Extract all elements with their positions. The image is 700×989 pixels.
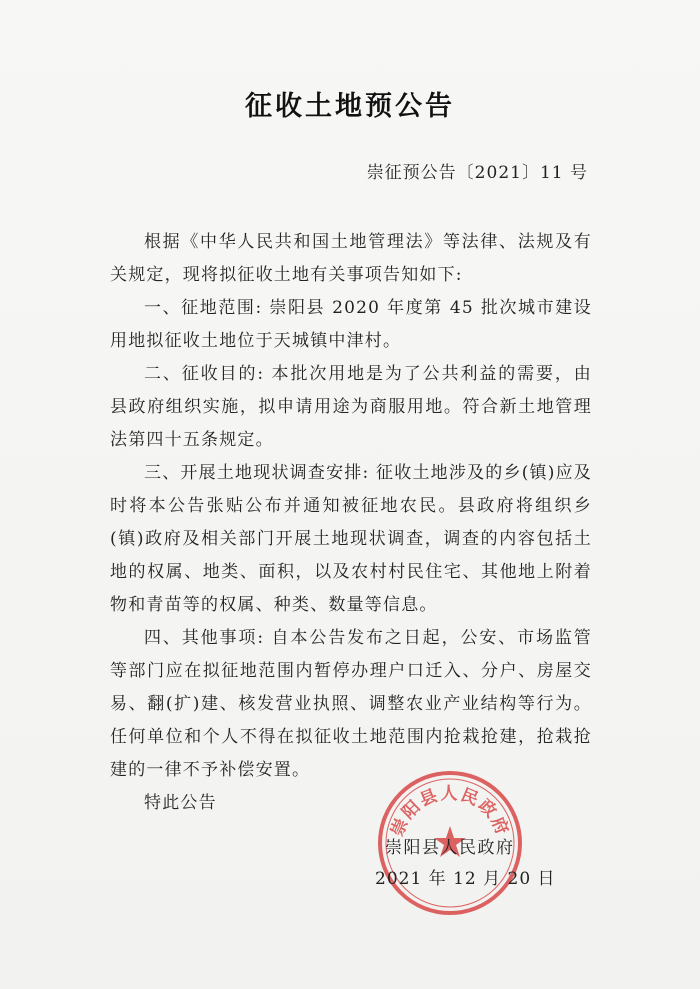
issuer-name: 崇阳县人民政府 [385, 838, 515, 858]
paragraph-other-matters: 四、其他事项: 自本公告发布之日起，公安、市场监管等部门应在拟征地范围内暂停办理户口迁入、分户、房屋交易、翻(扩)建、核发营业执照、调整农业产业结构等行为。任何单位和个人不得在拟征收土地范围内抢栽抢建，抢栽抢建的一律不予补偿安置。 [110, 628, 592, 780]
paragraph-closing: 特此公告 [144, 793, 217, 813]
paragraph-purpose: 二、征收目的: 本批次用地是为了公共利益的需要，由县政府组织实施，拟申请用途为商服用地。符合新土地管理法第四十五条规定。 [110, 364, 592, 450]
document-body [110, 226, 592, 820]
paragraph-intro: 根据《中华人民共和国土地管理法》等法律、法规及有关规定，现将拟征收土地有关事项告知如下: [110, 232, 592, 285]
paragraph-survey: 三、开展土地现状调查安排: 征收土地涉及的乡(镇)应及时将本公告张贴公布并通知被征地农民。县政府将组织乡(镇)政府及相关部门开展土地现状调查，调查的内容包括土地的权属、地类、面积，以及农村村民住宅、其他地上附着物和青苗等的权属、种类、数量等信息。 [110, 463, 592, 615]
seal-text: 崇阳县人民政府 [387, 784, 513, 840]
paragraph-scope: 一、征地范围: 崇阳县 2020 年度第 45 批次城市建设用地拟征收土地位于天城镇中津村。 [110, 298, 592, 351]
document-number: 崇征预公告〔2021〕11 号 [366, 163, 588, 183]
issue-date: 2021 年 12 月 20 日 [375, 869, 556, 889]
document-title: 征收土地预公告 [245, 91, 455, 122]
